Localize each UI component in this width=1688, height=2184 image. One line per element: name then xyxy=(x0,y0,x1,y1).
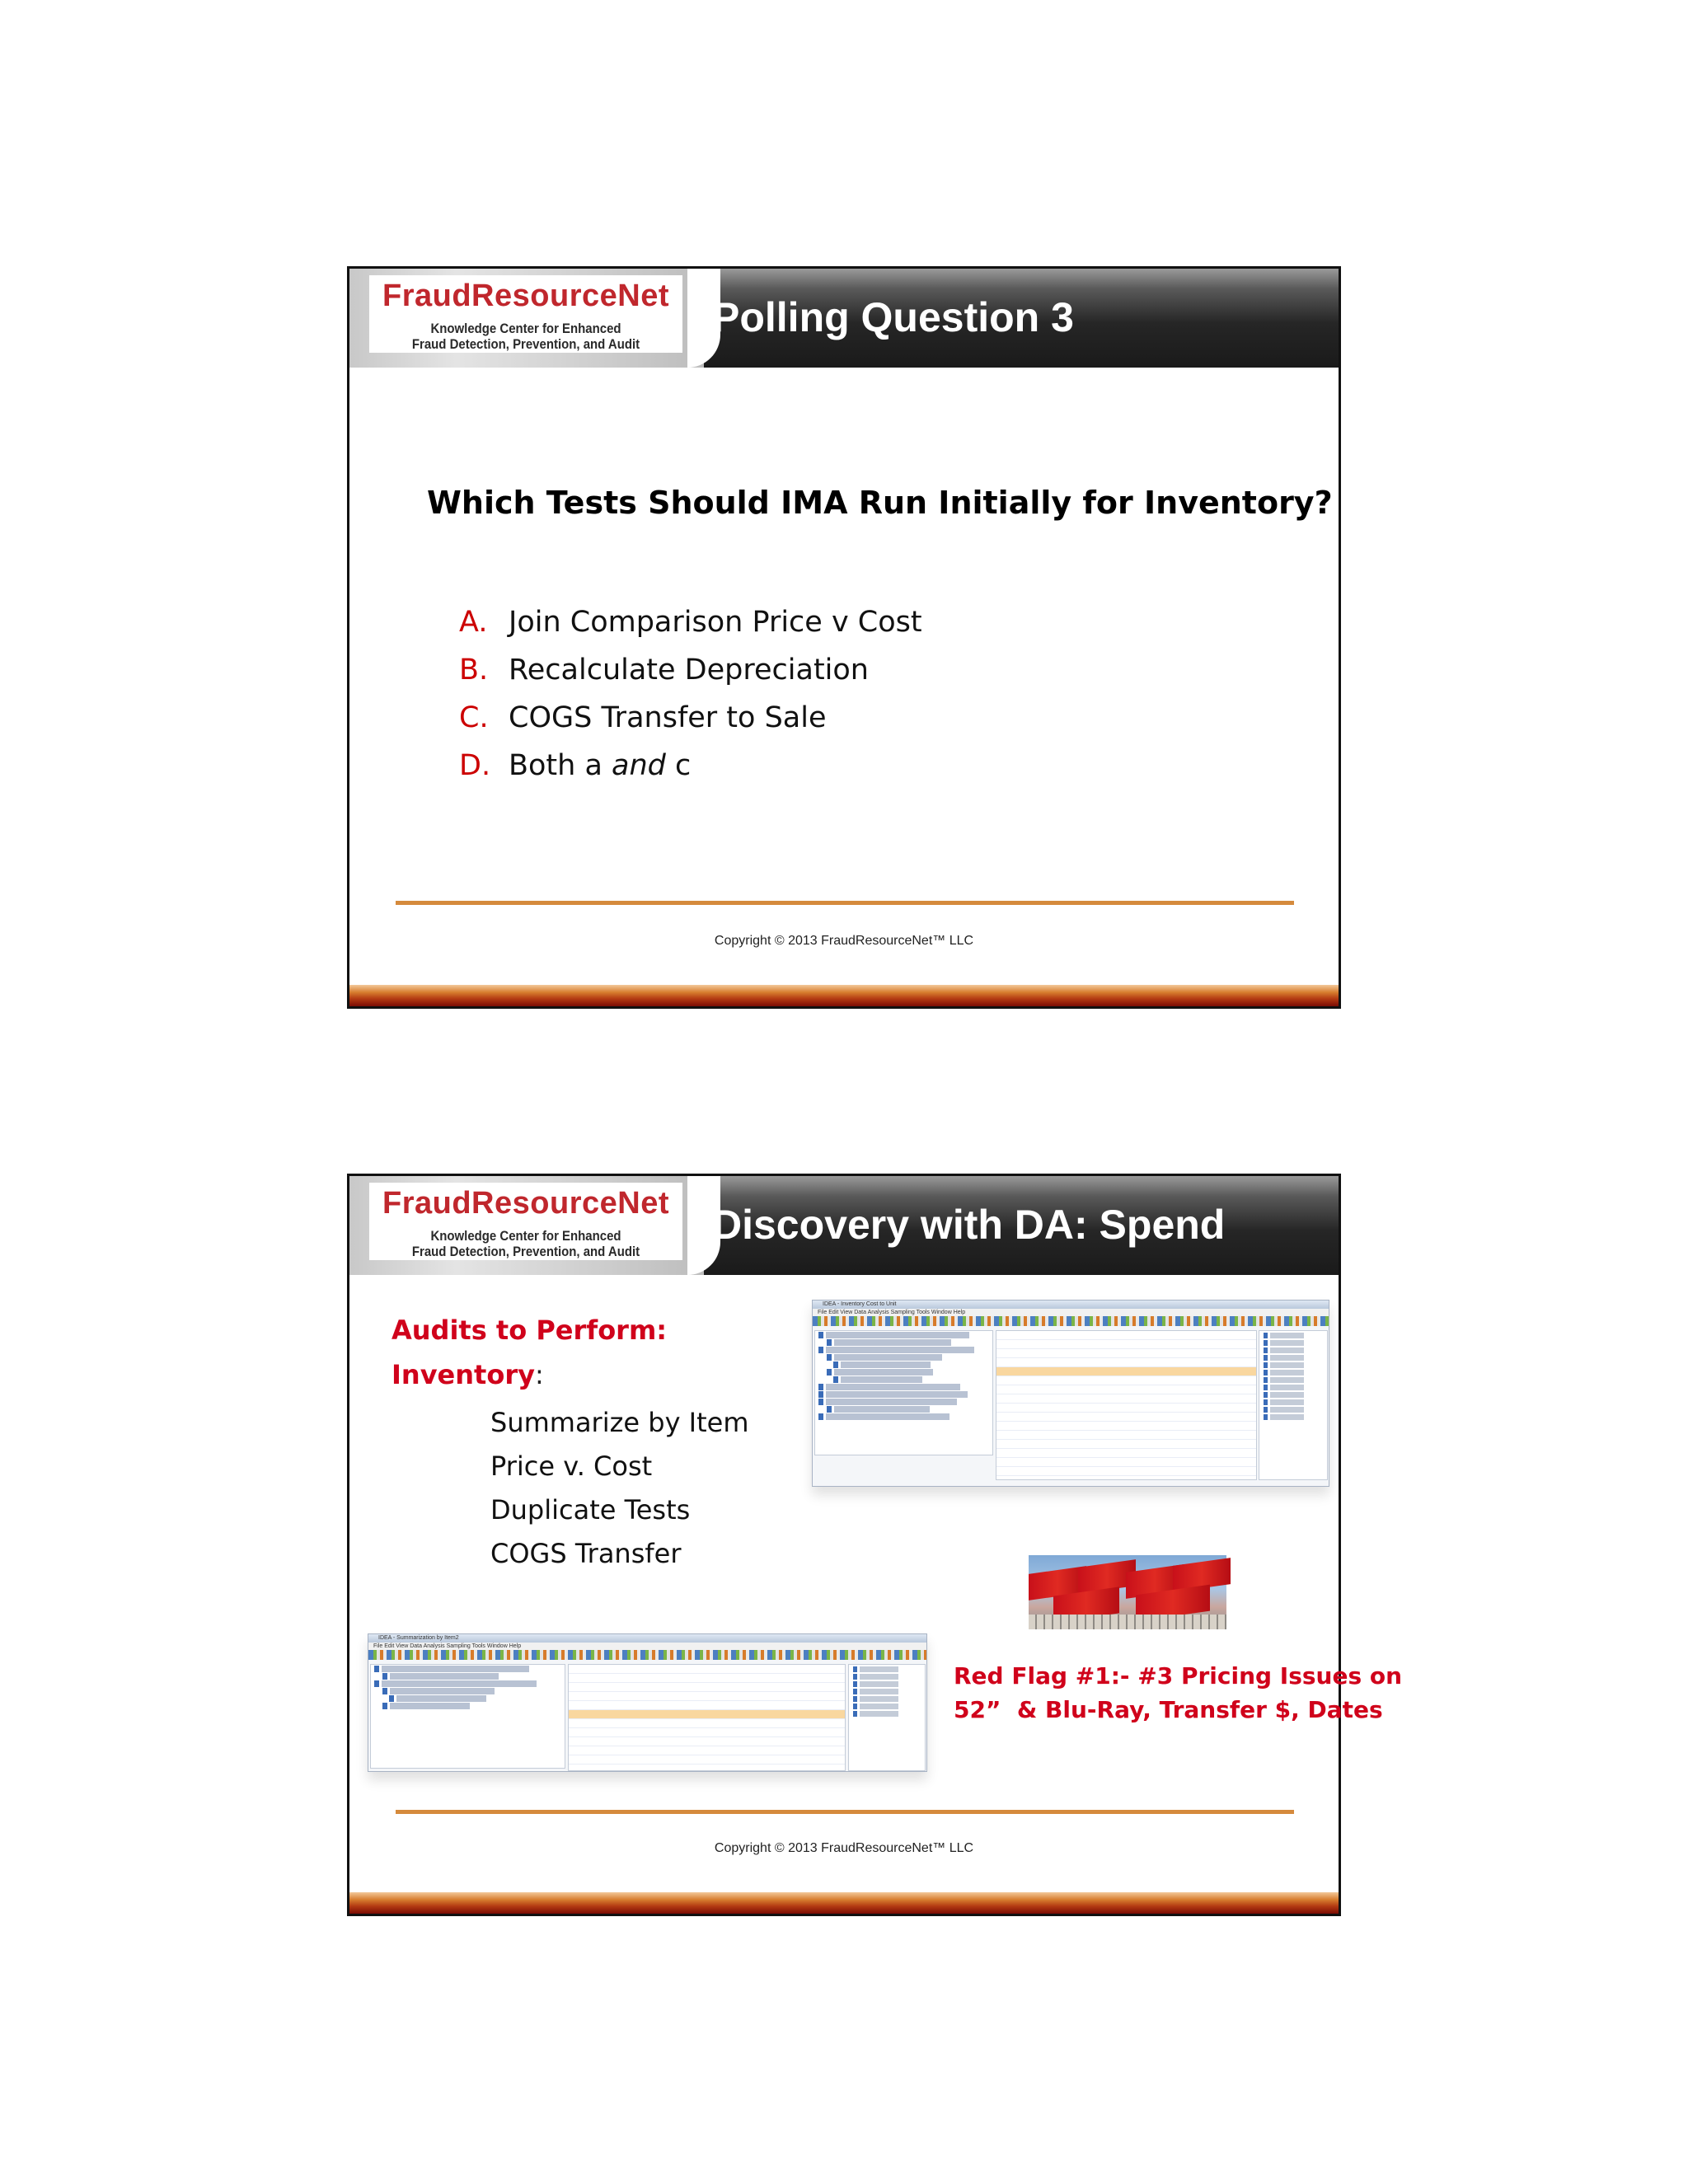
list-item: Summarize by Item xyxy=(490,1407,749,1438)
logo-title: FraudResourceNet xyxy=(382,1186,669,1221)
logo-panel xyxy=(349,1176,704,1275)
option-text: Both a xyxy=(509,749,612,782)
option-text-end: c xyxy=(665,749,692,782)
screenshot-titlebar: IDEA - Summarization by Item2 xyxy=(368,1634,926,1643)
file-explorer-panel xyxy=(370,1664,565,1769)
red-flag-line-1: Red Flag #1:- #3 Pricing Issues on xyxy=(954,1662,1403,1690)
inventory-heading-text: Inventory xyxy=(392,1359,535,1390)
option-b xyxy=(459,646,922,694)
slide-discovery-spend xyxy=(347,1174,1403,1916)
slide-title: Discovery with DA: Spend xyxy=(712,1202,1226,1248)
idea-screenshot-inventory xyxy=(812,1300,1329,1487)
footer-rule xyxy=(396,1810,1294,1814)
idea-screenshot-summarization xyxy=(368,1633,927,1772)
file-explorer-panel xyxy=(814,1330,993,1455)
option-text: Join Comparison Price v Cost xyxy=(509,606,922,639)
logo-subtitle-1: Knowledge Center for Enhanced xyxy=(430,1228,621,1244)
option-letter: A. xyxy=(459,606,488,639)
copyright: Copyright © 2013 FraudResourceNet™ LLC xyxy=(714,934,974,948)
audits-heading: Audits to Perform: xyxy=(392,1315,668,1346)
properties-panel xyxy=(848,1664,926,1771)
answer-options xyxy=(459,598,922,790)
list-item: COGS Transfer xyxy=(490,1538,682,1569)
option-text: Recalculate Depreciation xyxy=(509,654,869,687)
slide-polling-question xyxy=(347,266,1341,1009)
option-a xyxy=(459,598,922,646)
option-text-emphasis: and xyxy=(612,749,666,782)
inventory-test-list xyxy=(490,1401,749,1576)
screenshot-titlebar: IDEA - Inventory Cost to Unit xyxy=(813,1301,1329,1309)
option-c xyxy=(459,694,922,742)
logo-subtitle-2: Fraud Detection, Prevention, and Audit xyxy=(411,336,640,352)
list-item: Price v. Cost xyxy=(490,1451,653,1482)
slide-header xyxy=(349,1176,1339,1275)
properties-panel xyxy=(1259,1330,1328,1480)
option-d xyxy=(459,742,922,790)
footer-rule xyxy=(396,901,1294,905)
copyright: Copyright © 2013 FraudResourceNet™ LLC xyxy=(714,1841,974,1855)
option-text: COGS Transfer to Sale xyxy=(509,701,827,734)
data-grid xyxy=(996,1330,1257,1480)
red-flags-photo xyxy=(1029,1555,1226,1629)
screenshot-toolbar xyxy=(813,1316,1329,1326)
logo xyxy=(369,1183,682,1260)
poll-question: Which Tests Should IMA Run Initially for Inventory? xyxy=(427,485,1333,521)
logo-subtitle-2: Fraud Detection, Prevention, and Audit xyxy=(411,1244,640,1259)
screenshot-menubar: File Edit View Data Analysis Sampling Tools Window Help xyxy=(813,1309,1329,1316)
logo-title: FraudResourceNet xyxy=(382,279,669,313)
option-letter: B. xyxy=(459,654,489,687)
screenshot-toolbar xyxy=(368,1650,926,1660)
option-letter: C. xyxy=(459,701,489,734)
screenshot-menubar: File Edit View Data Analysis Sampling Tools Window Help xyxy=(368,1643,926,1650)
logo xyxy=(369,275,682,353)
inventory-heading-colon: : xyxy=(534,1359,544,1390)
red-flag-line-2: 52” & Blu-Ray, Transfer $, Dates xyxy=(954,1696,1383,1723)
bottom-bar xyxy=(349,985,1339,1006)
red-flag-callout xyxy=(954,1659,1402,1727)
logo-panel xyxy=(349,269,704,368)
slide-header xyxy=(349,269,1339,368)
bottom-bar xyxy=(349,1892,1339,1914)
list-item: Duplicate Tests xyxy=(490,1494,691,1526)
data-grid xyxy=(568,1664,846,1771)
logo-subtitle-1: Knowledge Center for Enhanced xyxy=(430,321,621,336)
slide-title: Polling Question 3 xyxy=(712,294,1074,340)
inventory-heading xyxy=(392,1359,544,1390)
option-letter: D. xyxy=(459,749,491,782)
